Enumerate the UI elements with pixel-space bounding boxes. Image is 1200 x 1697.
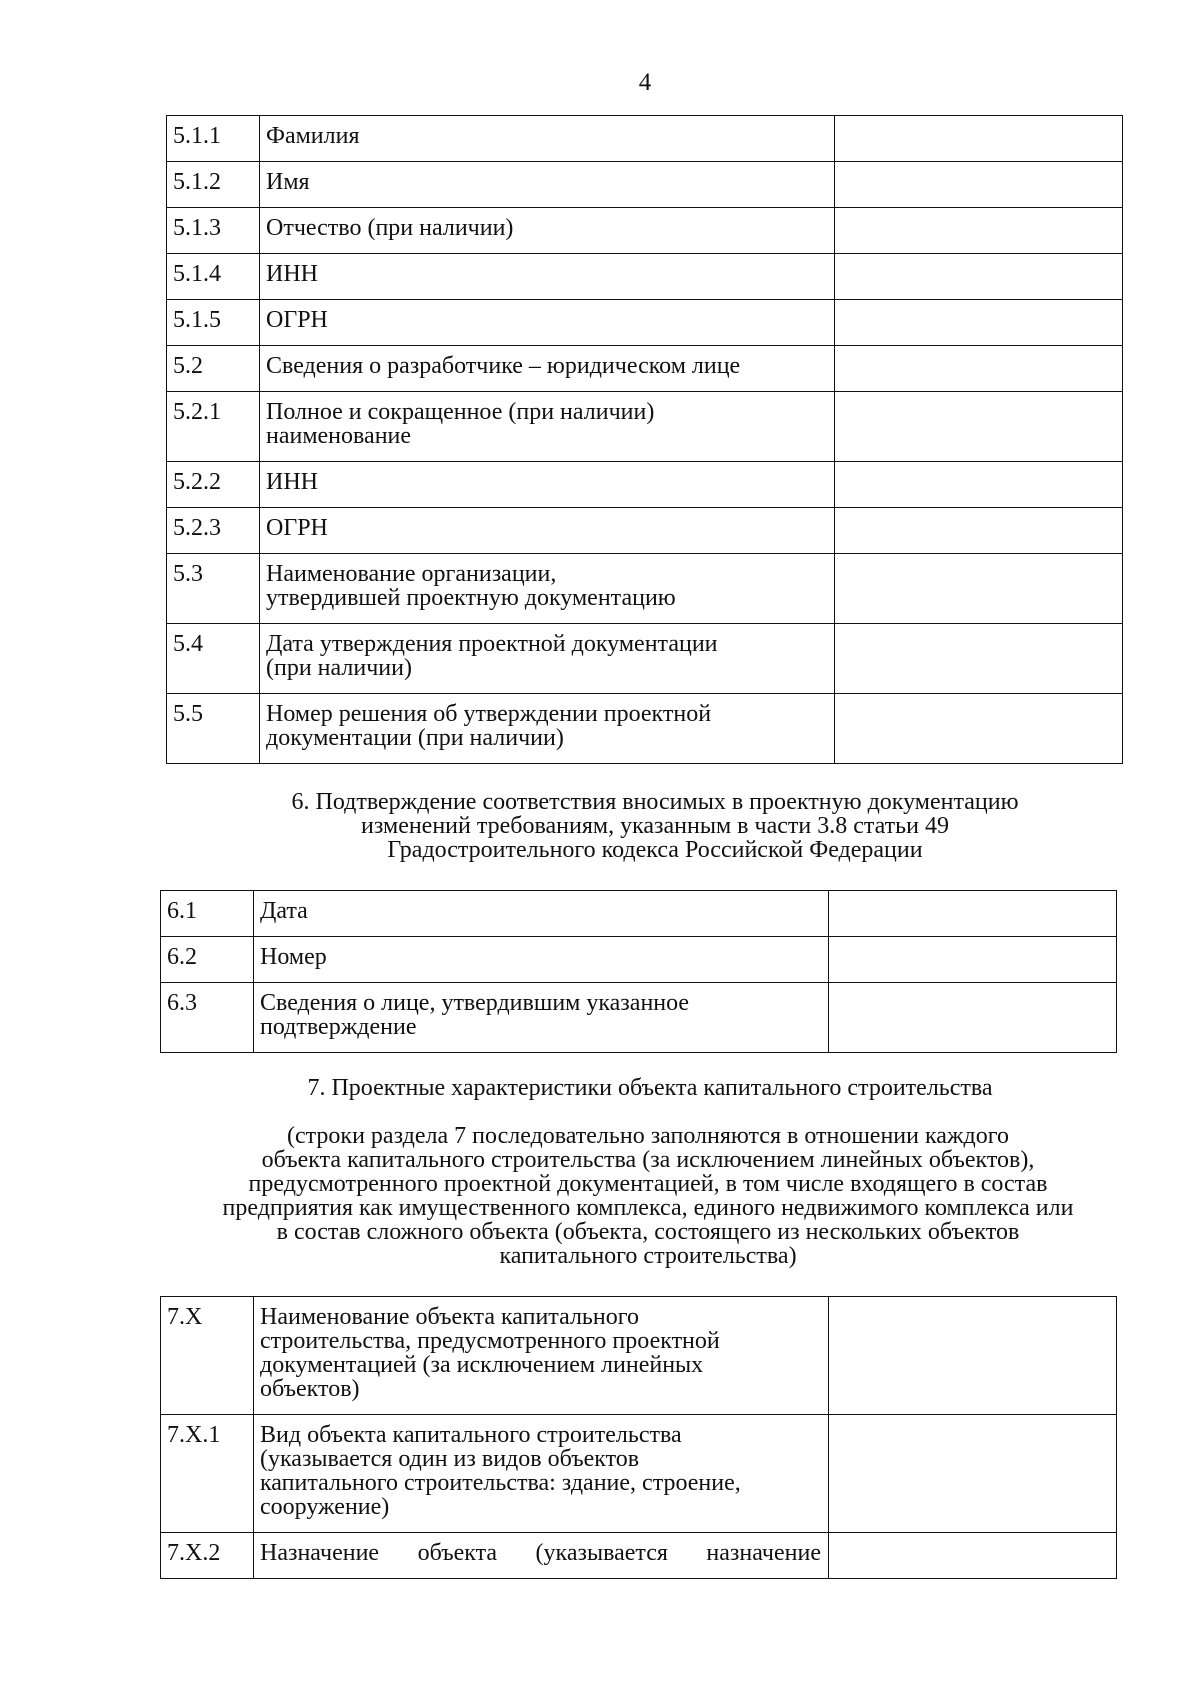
row-label: Наименование объекта капитального строительства, предусмотренного проектной документацией (за исключением линейных объектов) bbox=[254, 1297, 829, 1415]
value-cell[interactable] bbox=[829, 983, 1117, 1053]
table-row bbox=[167, 694, 1123, 764]
value-cell[interactable] bbox=[829, 1297, 1117, 1415]
row-number: 5.5 bbox=[167, 694, 260, 764]
table-row bbox=[161, 891, 1117, 937]
row-number: 5.1.1 bbox=[167, 116, 260, 162]
value-cell[interactable] bbox=[835, 254, 1123, 300]
section-7-note: (строки раздела 7 последовательно заполняются в отношении каждого объекта капитального строительства (за исключением линейных объектов), предусмотренного проектной документацией, в том числе входящего в состав предприятия как имущественного комплекса, единого недвижимого комплекса или в состав сложного объекта (объекта, состоящего из нескольких объектов капитального строительства) bbox=[222, 1123, 1074, 1269]
row-label: Номер решения об утверждении проектной документации (при наличии) bbox=[260, 694, 835, 764]
value-cell[interactable] bbox=[835, 694, 1123, 764]
table-row bbox=[167, 116, 1123, 162]
value-cell[interactable] bbox=[835, 300, 1123, 346]
value-cell[interactable] bbox=[835, 162, 1123, 208]
table-row bbox=[161, 937, 1117, 983]
row-label: Сведения о разработчике – юридическом лице bbox=[260, 346, 835, 392]
row-label: Вид объекта капитального строительства (указывается один из видов объектов капитального строительства: здание, строение, сооружение) bbox=[254, 1415, 829, 1533]
section-6-heading: 6. Подтверждение соответствия вносимых в проектную документацию изменений требованиям, указанным в части 3.8 статьи 49 Градостроительного кодекса Российской Федерации bbox=[291, 789, 1019, 863]
table-row bbox=[167, 554, 1123, 624]
row-label: Полное и сокращенное (при наличии) наименование bbox=[260, 392, 835, 462]
row-label: ИНН bbox=[260, 462, 835, 508]
row-number: 5.2.3 bbox=[167, 508, 260, 554]
table-row bbox=[167, 462, 1123, 508]
table-row bbox=[167, 162, 1123, 208]
value-cell[interactable] bbox=[829, 891, 1117, 937]
page-number: 4 bbox=[638, 69, 652, 96]
table-row bbox=[167, 300, 1123, 346]
row-number: 5.1.3 bbox=[167, 208, 260, 254]
value-cell[interactable] bbox=[835, 508, 1123, 554]
row-number: 5.1.4 bbox=[167, 254, 260, 300]
row-label: Отчество (при наличии) bbox=[260, 208, 835, 254]
row-number: 7.X.2 bbox=[161, 1533, 254, 1579]
row-number: 6.2 bbox=[161, 937, 254, 983]
row-label: ИНН bbox=[260, 254, 835, 300]
value-cell[interactable] bbox=[835, 624, 1123, 694]
row-label: Имя bbox=[260, 162, 835, 208]
table-body bbox=[161, 891, 1117, 1053]
table-row bbox=[167, 208, 1123, 254]
table-row bbox=[167, 392, 1123, 462]
value-cell[interactable] bbox=[835, 392, 1123, 462]
row-label: Фамилия bbox=[260, 116, 835, 162]
row-number: 5.4 bbox=[167, 624, 260, 694]
row-label: Наименование организации, утвердившей проектную документацию bbox=[260, 554, 835, 624]
table-row bbox=[161, 1297, 1117, 1415]
row-label: Дата bbox=[254, 891, 829, 937]
value-cell[interactable] bbox=[835, 116, 1123, 162]
row-number: 6.3 bbox=[161, 983, 254, 1053]
object-characteristics-table bbox=[160, 1296, 1117, 1579]
section-7-heading: 7. Проектные характеристики объекта капитального строительства bbox=[307, 1075, 993, 1101]
table-row bbox=[161, 1533, 1117, 1579]
row-number: 5.1.5 bbox=[167, 300, 260, 346]
table-row bbox=[167, 346, 1123, 392]
value-cell[interactable] bbox=[835, 208, 1123, 254]
value-cell[interactable] bbox=[829, 1415, 1117, 1533]
row-number: 5.2.2 bbox=[167, 462, 260, 508]
row-label: Назначение объекта (указывается назначение bbox=[254, 1533, 829, 1579]
table-row bbox=[167, 624, 1123, 694]
table-body bbox=[167, 116, 1123, 764]
table-row bbox=[167, 254, 1123, 300]
table-row bbox=[161, 1415, 1117, 1533]
value-cell[interactable] bbox=[829, 1533, 1117, 1579]
value-cell[interactable] bbox=[835, 346, 1123, 392]
row-label: ОГРН bbox=[260, 300, 835, 346]
confirmation-table bbox=[160, 890, 1117, 1053]
row-number: 6.1 bbox=[161, 891, 254, 937]
row-number: 5.3 bbox=[167, 554, 260, 624]
value-cell[interactable] bbox=[835, 554, 1123, 624]
row-label: ОГРН bbox=[260, 508, 835, 554]
row-number: 5.1.2 bbox=[167, 162, 260, 208]
table-row bbox=[167, 508, 1123, 554]
value-cell[interactable] bbox=[829, 937, 1117, 983]
row-label: Номер bbox=[254, 937, 829, 983]
developer-info-table bbox=[166, 115, 1123, 764]
table-row bbox=[161, 983, 1117, 1053]
row-number: 7.X.1 bbox=[161, 1415, 254, 1533]
value-cell[interactable] bbox=[835, 462, 1123, 508]
row-label: Дата утверждения проектной документации (при наличии) bbox=[260, 624, 835, 694]
row-number: 5.2.1 bbox=[167, 392, 260, 462]
row-number: 5.2 bbox=[167, 346, 260, 392]
row-label: Сведения о лице, утвердившим указанное подтверждение bbox=[254, 983, 829, 1053]
table-body bbox=[161, 1297, 1117, 1579]
row-number: 7.X bbox=[161, 1297, 254, 1415]
